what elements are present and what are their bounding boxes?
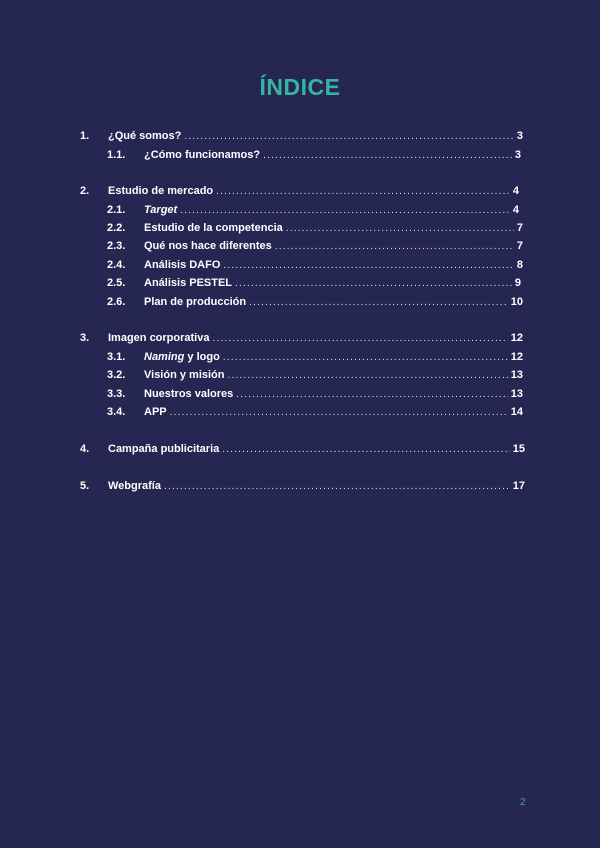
toc-entry-label-italic: Naming	[144, 351, 185, 363]
toc-leader-dots	[180, 204, 510, 218]
toc-entry-label: Plan de producción	[144, 296, 247, 308]
toc-entry-label: Webgrafía	[108, 480, 161, 492]
toc-entry-page: 4	[512, 204, 519, 216]
toc-entry-webgrafia[interactable]	[80, 479, 525, 493]
toc-entry-page: 13	[510, 369, 523, 381]
toc-leader-dots	[228, 369, 508, 383]
toc-entry-number: 3.	[80, 332, 90, 344]
toc-entry-label: APP	[144, 406, 167, 418]
toc-entry-plan-produccion[interactable]	[107, 295, 523, 309]
toc-entry-analisis-pestel[interactable]	[107, 276, 521, 290]
toc-leader-dots	[286, 222, 514, 236]
toc-entry-que-nos-hace-diferentes[interactable]	[107, 239, 523, 253]
page-number: 2	[520, 797, 526, 808]
toc-leader-dots	[223, 351, 508, 365]
toc-entry-page: 17	[512, 480, 525, 492]
toc-leader-dots	[164, 480, 510, 494]
toc-entry-number: 3.1.	[107, 351, 126, 363]
toc-entry-target[interactable]	[107, 203, 519, 217]
toc-leader-dots	[212, 332, 507, 346]
toc-entry-page: 9	[514, 277, 521, 289]
toc-entry-campana-publicitaria[interactable]	[80, 442, 525, 456]
toc-entry-page: 3	[514, 149, 521, 161]
toc-leader-dots	[222, 443, 509, 457]
toc-entry-page: 14	[510, 406, 523, 418]
toc-entry-estudio-mercado[interactable]	[80, 184, 519, 198]
toc-entry-page: 3	[516, 130, 523, 142]
toc-entry-label: ¿Qué somos?	[108, 130, 182, 142]
toc-entry-label: Análisis PESTEL	[144, 277, 233, 289]
toc-entry-estudio-competencia[interactable]	[107, 221, 523, 235]
page-title: ÍNDICE	[259, 74, 341, 100]
toc-entry-label: ¿Cómo funcionamos?	[144, 149, 261, 161]
toc-leader-dots	[249, 296, 508, 310]
toc-entry-nuestros-valores[interactable]	[107, 387, 523, 401]
toc-entry-page: 8	[516, 259, 523, 271]
toc-entry-label: Target	[144, 204, 178, 216]
toc-entry-label: Campaña publicitaria	[108, 443, 220, 455]
toc-leader-dots	[170, 406, 508, 420]
toc-entry-number: 2.2.	[107, 222, 126, 234]
toc-entry-label: Qué nos hace diferentes	[144, 240, 272, 252]
toc-leader-dots	[184, 130, 514, 144]
toc-leader-dots	[223, 259, 513, 273]
toc-entry-page: 12	[510, 351, 523, 363]
toc-entry-page: 15	[512, 443, 525, 455]
toc-entry-number: 3.2.	[107, 369, 126, 381]
toc-entry-label	[144, 350, 220, 364]
toc-entry-analisis-dafo[interactable]	[107, 258, 523, 272]
toc-entry-page: 12	[510, 332, 523, 344]
toc-leader-dots	[235, 277, 512, 291]
toc-entry-number: 5.	[80, 480, 90, 492]
toc-entry-number: 4.	[80, 443, 90, 455]
toc-leader-dots	[216, 185, 510, 199]
toc-entry-label: Visión y misión	[144, 369, 225, 381]
toc-leader-dots	[275, 240, 514, 254]
toc-entry-page: 13	[510, 388, 523, 400]
toc-entry-label: Análisis DAFO	[144, 259, 221, 271]
toc-entry-label: Nuestros valores	[144, 388, 234, 400]
toc-entry-page: 4	[512, 185, 519, 197]
toc-entry-label: Estudio de la competencia	[144, 222, 283, 234]
toc-entry-page: 10	[510, 296, 523, 308]
toc-entry-imagen-corporativa[interactable]	[80, 331, 523, 345]
toc-entry-number: 1.	[80, 130, 90, 142]
toc-entry-page: 7	[516, 222, 523, 234]
toc-entry-naming-logo[interactable]	[107, 350, 523, 364]
toc-entry-number: 3.4.	[107, 406, 126, 418]
toc-entry-number: 3.3.	[107, 388, 126, 400]
toc-entry-label-rest: y logo	[184, 351, 220, 363]
toc-entry-que-somos[interactable]	[80, 129, 523, 143]
toc-entry-number: 2.6.	[107, 296, 126, 308]
toc-entry-number: 2.5.	[107, 277, 126, 289]
toc-entry-page: 7	[516, 240, 523, 252]
toc-entry-como-funcionamos[interactable]	[107, 148, 521, 162]
toc-leader-dots	[236, 388, 507, 402]
toc-entry-label: Estudio de mercado	[108, 185, 214, 197]
toc-entry-number: 2.4.	[107, 259, 126, 271]
toc-entry-app[interactable]	[107, 405, 523, 419]
toc-entry-number: 2.	[80, 185, 90, 197]
toc-entry-number: 2.1.	[107, 204, 126, 216]
toc-entry-vision-mision[interactable]	[107, 368, 523, 382]
toc-entry-number: 1.1.	[107, 149, 126, 161]
toc-entry-number: 2.3.	[107, 240, 126, 252]
toc-leader-dots	[263, 149, 512, 163]
toc-entry-label: Imagen corporativa	[108, 332, 210, 344]
